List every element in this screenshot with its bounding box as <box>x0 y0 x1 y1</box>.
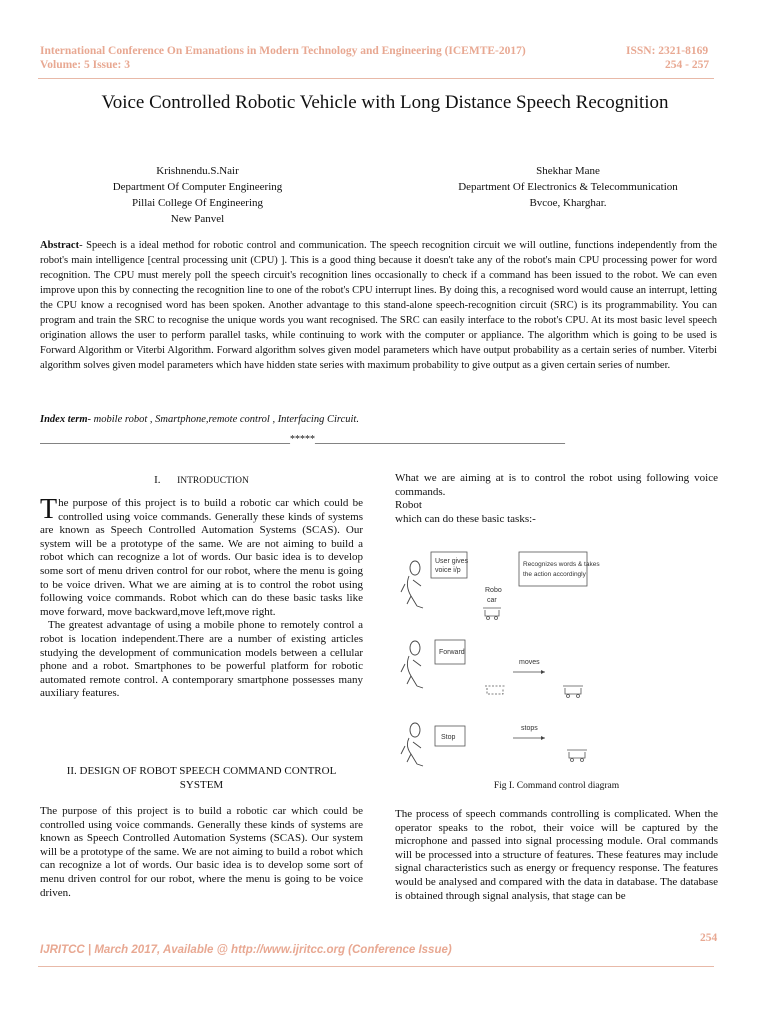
right-column-intro <box>395 472 718 526</box>
page-number: 254 <box>700 932 718 944</box>
section-1-p1-text: he purpose of this project is to build a robotic car which could be controlled using voice commands. Generally these kinds of systems are known as Speech Controlled Automation Systems (SCAS). Our system will be a prototype of the same. We are not aiming to build a robot which can recognize a lot of words. Our basic idea is to develop some sort of menu driven control for our robot, where the menu is going to be voice driven. What we are aiming at is to control the robot using following voice commands. Robot which can do these basic tasks like move forward, move backward,move left,move right. <box>40 497 363 618</box>
section-1-title: INTRODUCTION <box>177 476 249 486</box>
dropcap: T <box>40 494 58 525</box>
journal-footer: IJRITCC | March 2017, Available @ http://www.ijritcc.org (Conference Issue) <box>40 944 452 956</box>
author-department: Department Of Electronics & Telecommunication <box>458 181 678 193</box>
robot-car-stopped-icon <box>567 750 587 762</box>
right-intro-line-2: Robot <box>395 499 422 512</box>
robot-car-moved-icon <box>563 686 583 698</box>
speaker-figure-1 <box>401 561 423 608</box>
section-2-heading-line-1: II. DESIGN OF ROBOT SPEECH COMMAND CONTROL <box>66 765 337 777</box>
speaker-figure-2 <box>401 641 423 688</box>
author-institution: Pillai College Of Engineering <box>131 197 264 209</box>
robot-car-label-2: car <box>487 597 497 604</box>
author-name: Shekhar Mane <box>536 165 600 177</box>
section-2-heading-line-2: SYSTEM <box>179 779 224 791</box>
stops-arrow-head <box>541 736 545 740</box>
author-place: New Panvel <box>170 213 225 225</box>
forward-label: Forward <box>439 649 465 656</box>
recognizer-label: Recognizes words & takes <box>523 561 600 568</box>
figure-caption: Fig I. Command control diagram <box>493 781 620 791</box>
index-terms-text: - mobile robot , Smartphone,remote control , Interfacing Circuit. <box>87 414 359 425</box>
paper-title: Voice Controlled Robotic Vehicle with Long Distance Speech Recognition <box>101 92 669 113</box>
moves-label: moves <box>519 659 540 666</box>
section-2-paragraph-1: The purpose of this project is to build a robotic car which could be controlled using voice commands. Generally these kinds of systems are known as Speech Controlled Automation Systems (SCAS). Our system will be a prototype of the same. We are not aiming to build a robot which can recognize a lot of words. Our basic idea is to develop some sort of menu driven control for our robot, where the menu is going to be voice driven. <box>40 805 363 899</box>
right-intro-line-3: which can do these basic tasks:- <box>395 512 536 525</box>
section-1-body <box>40 494 363 701</box>
author-department: Department Of Computer Engineering <box>112 181 283 193</box>
author-block-2 <box>418 163 718 211</box>
issn: ISSN: 2321-8169 <box>626 45 709 57</box>
robot-car-icon <box>483 608 501 620</box>
page-range: 254 - 257 <box>665 59 710 71</box>
author-name: Krishnendu.S.Nair <box>156 165 239 177</box>
user-voice-input-box <box>431 552 467 578</box>
right-column-paragraph-2: The process of speech commands controlling is complicated. When the operator speaks to the robot, their voice will be captured by the microphone and passed into signal processing module. Oral commands will be processed into a structure of features. These features may include signal characteristics such as energy or frequency response. The features would be analysed and compared with the data in database. The database is obtained through signal analysis, that stage can be <box>395 808 718 902</box>
right-intro-line-1: What we are aiming at is to control the robot using following voice commands. <box>395 472 718 498</box>
abstract-label: Abstract <box>40 240 80 251</box>
author-block-1 <box>60 163 335 227</box>
section-1-paragraph-1 <box>40 494 363 619</box>
section-1-heading <box>40 473 363 488</box>
recognizer-box <box>519 552 587 586</box>
index-terms-label: Index term <box>40 414 88 425</box>
volume-issue: Volume: 5 Issue: 3 <box>40 59 130 71</box>
abstract <box>40 238 717 373</box>
index-terms <box>40 414 359 425</box>
section-2-heading <box>40 764 363 792</box>
section-separator: __________________________________________________*****__________________________________________________ <box>40 434 565 445</box>
author-institution: Bvcoe, Kharghar. <box>529 197 607 209</box>
header-rule <box>38 78 714 79</box>
speaker-figure-3 <box>401 723 423 766</box>
footer-rule <box>38 966 714 967</box>
stops-label: stops <box>521 725 538 732</box>
recognizer-label-2: the action accordingly <box>523 571 586 578</box>
user-voice-label-2: voice i/p <box>435 567 461 574</box>
section-1-paragraph-2: The greatest advantage of using a mobile phone to remotely control a robot is location independent.There are a number of existing articles studying the development of communication models between a cellular phone and a robot. Smartphones to be powerful platform for robotic automated remote control. A contemporary smartphone possesses many auxiliary features. <box>40 619 363 700</box>
moves-arrow-head <box>541 670 545 674</box>
stop-label: Stop <box>441 734 456 741</box>
command-control-diagram <box>395 540 720 775</box>
robot-car-label: Robo <box>485 587 502 594</box>
conference-name: International Conference On Emanations in Modern Technology and Engineering (ICEMTE-2017) <box>40 45 526 57</box>
abstract-text: - Speech is a ideal method for robotic control and communication. The speech recognition circuit we will outline, functions independently from the robot's main intelligence [central processing unit (CPU) ]. This is a good thing because it doesn't take any of the robot's main CPU processing power for word recognition. The CPU must merely poll the speech circuit's recognition lines occasionally to check if a command has been issued to the robot. We can even improve upon this by connecting the recognition line to one of the robot's CPU interrupt lines. By doing this, a recognised word would cause an interrupt, letting the CPU know a recognised word has been spoken. Another advantage to this stand-alone speech-recognition circuit (SRC) is its programmability. You can program and train the SRC to recognise the unique words you want recognised. The SRC can easily interface to the robot's CPU. At its most basic level speech origination allows the user to perform parallel tasks, while continuing to work with the computer or appliance. The algorithm which is going to be used is Forward Algorithm or Viterbi Algorithm. Forward algorithm solves given model parameters which have output probability as a certain series of number. Viterbi algorithm solves given model parameters which have hidden state series with maximum probability to give output as a given certain series of number. <box>40 240 717 371</box>
robot-car-start-icon <box>485 686 505 694</box>
section-1-number: I. <box>154 474 161 486</box>
user-voice-label: User gives <box>435 558 469 565</box>
